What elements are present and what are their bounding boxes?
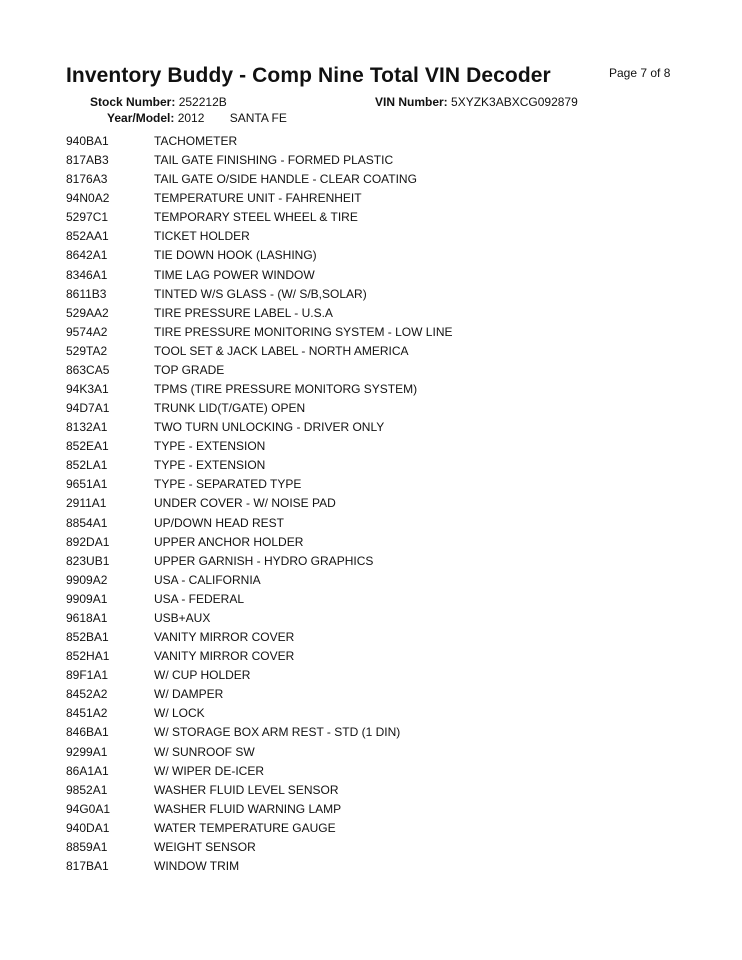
list-item bbox=[0, 722, 742, 741]
list-item bbox=[0, 131, 742, 150]
option-description: TIME LAG POWER WINDOW bbox=[154, 267, 315, 282]
list-item bbox=[0, 837, 742, 856]
list-item bbox=[0, 570, 742, 589]
list-item bbox=[0, 436, 742, 455]
option-code: 823UB1 bbox=[66, 553, 110, 568]
option-description: TICKET HOLDER bbox=[154, 229, 250, 244]
option-description: TYPE - SEPARATED TYPE bbox=[154, 477, 302, 492]
option-code: 892DA1 bbox=[66, 534, 110, 549]
option-description: WASHER FLUID LEVEL SENSOR bbox=[154, 782, 339, 797]
list-item bbox=[0, 627, 742, 646]
list-item bbox=[0, 818, 742, 837]
option-description: TYPE - EXTENSION bbox=[154, 439, 266, 454]
list-item bbox=[0, 474, 742, 493]
option-description: USA - CALIFORNIA bbox=[154, 572, 261, 587]
option-code: 863CA5 bbox=[66, 362, 110, 377]
option-code: 8452A2 bbox=[66, 687, 108, 702]
option-description: TEMPORARY STEEL WHEEL & TIRE bbox=[154, 210, 358, 225]
list-item bbox=[0, 379, 742, 398]
option-description: WASHER FLUID WARNING LAMP bbox=[154, 801, 342, 816]
option-code: 8451A2 bbox=[66, 706, 108, 721]
list-item bbox=[0, 532, 742, 551]
option-description: TAIL GATE FINISHING - FORMED PLASTIC bbox=[154, 153, 394, 168]
option-description: TRUNK LID(T/GATE) OPEN bbox=[154, 401, 306, 416]
option-description: UPPER ANCHOR HOLDER bbox=[154, 534, 304, 549]
year-model-label: Year/Model: bbox=[107, 111, 175, 125]
option-code: 852AA1 bbox=[66, 229, 109, 244]
list-item bbox=[0, 856, 742, 875]
option-code: 8611B3 bbox=[66, 286, 107, 301]
option-code: 8642A1 bbox=[66, 248, 108, 263]
model-value: SANTA FE bbox=[229, 111, 287, 125]
option-code: 94N0A2 bbox=[66, 191, 110, 206]
option-description: TOOL SET & JACK LABEL - NORTH AMERICA bbox=[154, 343, 409, 358]
list-item bbox=[0, 665, 742, 684]
option-description: TYPE - EXTENSION bbox=[154, 458, 266, 473]
option-description: WEIGHT SENSOR bbox=[154, 839, 256, 854]
option-description: WATER TEMPERATURE GAUGE bbox=[154, 820, 336, 835]
option-description: W/ WIPER DE-ICER bbox=[154, 763, 264, 778]
vin-number-label: VIN Number: bbox=[375, 95, 448, 109]
option-code: 852LA1 bbox=[66, 458, 108, 473]
list-item bbox=[0, 493, 742, 512]
list-item bbox=[0, 322, 742, 341]
option-description: UPPER GARNISH - HYDRO GRAPHICS bbox=[154, 553, 374, 568]
list-item bbox=[0, 245, 742, 264]
option-code: 529TA2 bbox=[66, 343, 108, 358]
option-code: 852EA1 bbox=[66, 439, 109, 454]
option-description: W/ CUP HOLDER bbox=[154, 668, 251, 683]
option-code: 8854A1 bbox=[66, 515, 108, 530]
option-code: 9618A1 bbox=[66, 610, 108, 625]
list-item bbox=[0, 608, 742, 627]
option-description: TWO TURN UNLOCKING - DRIVER ONLY bbox=[154, 420, 385, 435]
list-item bbox=[0, 417, 742, 436]
year-value: 2012 bbox=[177, 111, 205, 125]
list-item bbox=[0, 684, 742, 703]
list-item bbox=[0, 284, 742, 303]
option-code: 817AB3 bbox=[66, 153, 109, 168]
option-description: USB+AUX bbox=[154, 610, 211, 625]
option-code: 2911A1 bbox=[66, 496, 107, 511]
stock-number-line bbox=[90, 95, 227, 109]
list-item bbox=[0, 341, 742, 360]
option-code: 9909A1 bbox=[66, 591, 108, 606]
list-item bbox=[0, 303, 742, 322]
option-description: TACHOMETER bbox=[154, 134, 238, 148]
option-description: USA - FEDERAL bbox=[154, 591, 245, 606]
list-item bbox=[0, 169, 742, 188]
option-description: UP/DOWN HEAD REST bbox=[154, 515, 285, 530]
list-item bbox=[0, 761, 742, 780]
vin-number-value: 5XYZK3ABXCG092879 bbox=[451, 95, 578, 109]
list-item bbox=[0, 513, 742, 532]
vin-number-line bbox=[375, 95, 578, 109]
option-description: TAIL GATE O/SIDE HANDLE - CLEAR COATING bbox=[154, 172, 417, 187]
list-item bbox=[0, 703, 742, 722]
option-description: VANITY MIRROR COVER bbox=[154, 649, 295, 664]
option-code: 8346A1 bbox=[66, 267, 108, 282]
report-title: Inventory Buddy - Comp Nine Total VIN Decoder bbox=[66, 64, 551, 87]
list-item bbox=[0, 207, 742, 226]
list-item bbox=[0, 360, 742, 379]
option-description: WINDOW TRIM bbox=[154, 858, 240, 873]
option-description: W/ SUNROOF SW bbox=[154, 744, 255, 759]
list-item bbox=[0, 799, 742, 818]
option-code-list bbox=[0, 131, 742, 875]
list-item bbox=[0, 188, 742, 207]
list-item bbox=[0, 646, 742, 665]
option-description: TOP GRADE bbox=[154, 362, 225, 377]
list-item bbox=[0, 226, 742, 245]
option-code: 5297C1 bbox=[66, 210, 109, 225]
stock-number-value: 252212B bbox=[178, 95, 227, 109]
option-code: 529AA2 bbox=[66, 305, 109, 320]
option-code: 9299A1 bbox=[66, 744, 108, 759]
list-item bbox=[0, 589, 742, 608]
option-code: 852HA1 bbox=[66, 649, 110, 664]
list-item bbox=[0, 398, 742, 417]
stock-number-label: Stock Number: bbox=[90, 95, 176, 109]
option-code: 852BA1 bbox=[66, 630, 109, 645]
option-code: 8176A3 bbox=[66, 172, 108, 187]
list-item bbox=[0, 742, 742, 761]
option-code: 9651A1 bbox=[66, 477, 108, 492]
option-code: 94D7A1 bbox=[66, 401, 110, 416]
option-code: 94G0A1 bbox=[66, 801, 111, 816]
option-description: TIRE PRESSURE LABEL - U.S.A bbox=[154, 305, 333, 320]
option-description: TINTED W/S GLASS - (W/ S/B,SOLAR) bbox=[154, 286, 367, 301]
option-description: W/ LOCK bbox=[154, 706, 205, 721]
option-description: W/ DAMPER bbox=[154, 687, 224, 702]
option-description: TPMS (TIRE PRESSURE MONITORG SYSTEM) bbox=[154, 382, 418, 397]
option-code: 817BA1 bbox=[66, 858, 109, 873]
option-code: 94K3A1 bbox=[66, 382, 109, 397]
option-description: UNDER COVER - W/ NOISE PAD bbox=[154, 496, 336, 511]
option-description: TIRE PRESSURE MONITORING SYSTEM - LOW LINE bbox=[154, 324, 453, 339]
option-description: W/ STORAGE BOX ARM REST - STD (1 DIN) bbox=[154, 725, 401, 740]
option-code: 9909A2 bbox=[66, 572, 108, 587]
option-code: 89F1A1 bbox=[66, 668, 109, 683]
option-code: 8132A1 bbox=[66, 420, 108, 435]
option-code: 940BA1 bbox=[66, 134, 109, 148]
year-model-line bbox=[107, 111, 287, 125]
list-item bbox=[0, 265, 742, 284]
option-description: VANITY MIRROR COVER bbox=[154, 630, 295, 645]
option-code: 846BA1 bbox=[66, 725, 109, 740]
page-number: Page 7 of 8 bbox=[609, 66, 671, 80]
list-item bbox=[0, 455, 742, 474]
option-code: 8859A1 bbox=[66, 839, 108, 854]
option-code: 9574A2 bbox=[66, 324, 108, 339]
list-item bbox=[0, 150, 742, 169]
option-code: 9852A1 bbox=[66, 782, 108, 797]
option-code: 940DA1 bbox=[66, 820, 110, 835]
option-code: 86A1A1 bbox=[66, 763, 109, 778]
list-item bbox=[0, 551, 742, 570]
list-item bbox=[0, 780, 742, 799]
option-description: TEMPERATURE UNIT - FAHRENHEIT bbox=[154, 191, 362, 206]
option-description: TIE DOWN HOOK (LASHING) bbox=[154, 248, 317, 263]
